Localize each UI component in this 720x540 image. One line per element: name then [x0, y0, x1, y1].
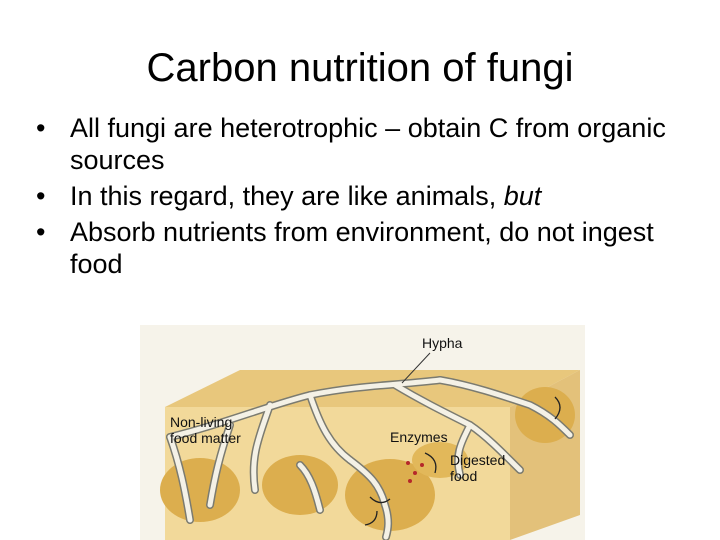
bullet-icon: •	[36, 217, 46, 247]
digestion-patch	[160, 458, 240, 522]
bullet-text: Absorb nutrients from environment, do not ingest food	[70, 217, 654, 279]
enzymes-label: Enzymes	[390, 429, 448, 445]
bullet-list	[36, 112, 696, 284]
bullet-text: In this regard, they are like animals,	[70, 181, 504, 211]
fungi-hyphae-diagram	[140, 325, 585, 540]
bullet-item	[36, 180, 696, 212]
hypha-label: Hypha	[422, 335, 463, 351]
non-living-food-label: Non-living food matter	[170, 414, 241, 446]
bullet-item	[36, 216, 696, 280]
bullet-text: All fungi are heterotrophic – obtain C from organic sources	[70, 113, 666, 175]
bullet-icon: •	[36, 181, 46, 211]
digested-food-label: Digested food	[450, 452, 506, 484]
bullet-item	[36, 112, 696, 176]
bullet-icon: •	[36, 113, 46, 143]
slide-title: Carbon nutrition of fungi	[146, 46, 574, 90]
bullet-emphasis: but	[503, 181, 542, 211]
